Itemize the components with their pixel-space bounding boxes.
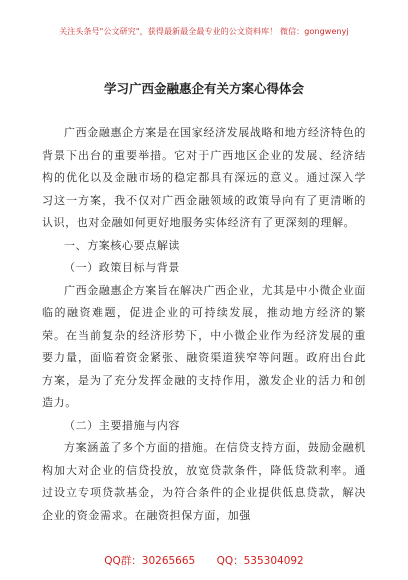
- footer-qq: QQ：535304092: [216, 555, 304, 567]
- top-banner: 关注头条号"公文研究"，获得最新最全最专业的公文资料库！ 微信：gongwenyj: [59, 27, 349, 36]
- subsection-heading-1: （一）政策目标与背景: [64, 261, 180, 274]
- intro-paragraph: 广西金融惠企方案是在国家经济发展战略和地方经济特色的背景下出台的重要举措。它对于广西地区企业的发展、经济结构的优化以及金融市场的稳定都具有深远的意义。通过深入学习这一方案，我不仅对广西金融领域的政策导向有了更清晰的认识，也对金融如何更好地服务实体经济有了更深刻的理解。: [42, 126, 366, 229]
- policy-goals-paragraph: 广西金融惠企方案旨在解决广西企业，尤其是中小微企业面临的融资难题，促进企业的可持续发展，推动地方经济的繁荣。在当前复杂的经济形势下，中小微企业作为经济发展的重要力量，面临着资金紧张、融资渠道狭窄等问题。政府出台此方案，是为了充分发挥金融的支持作用，激发企业的活力和创造力。: [42, 283, 366, 409]
- section-heading-1: 一、方案核心要点解读: [64, 238, 180, 252]
- footer-qq-group: QQ群：30265665: [104, 555, 196, 567]
- measures-paragraph: 方案涵盖了多个方面的措施。在信贷支持方面，鼓励金融机构加大对企业的信贷投放，放宽贷款条件，降低贷款利率。通过设立专项贷款基金，为符合条件的企业提供低息贷款，解决企业的资金需求。在融资担保方面，加强: [42, 441, 366, 522]
- document-title: 学习广西金融惠企有关方案心得体会: [103, 81, 304, 96]
- subsection-heading-2: （二）主要措施与内容: [64, 418, 180, 432]
- footer-contact: [0, 553, 408, 568]
